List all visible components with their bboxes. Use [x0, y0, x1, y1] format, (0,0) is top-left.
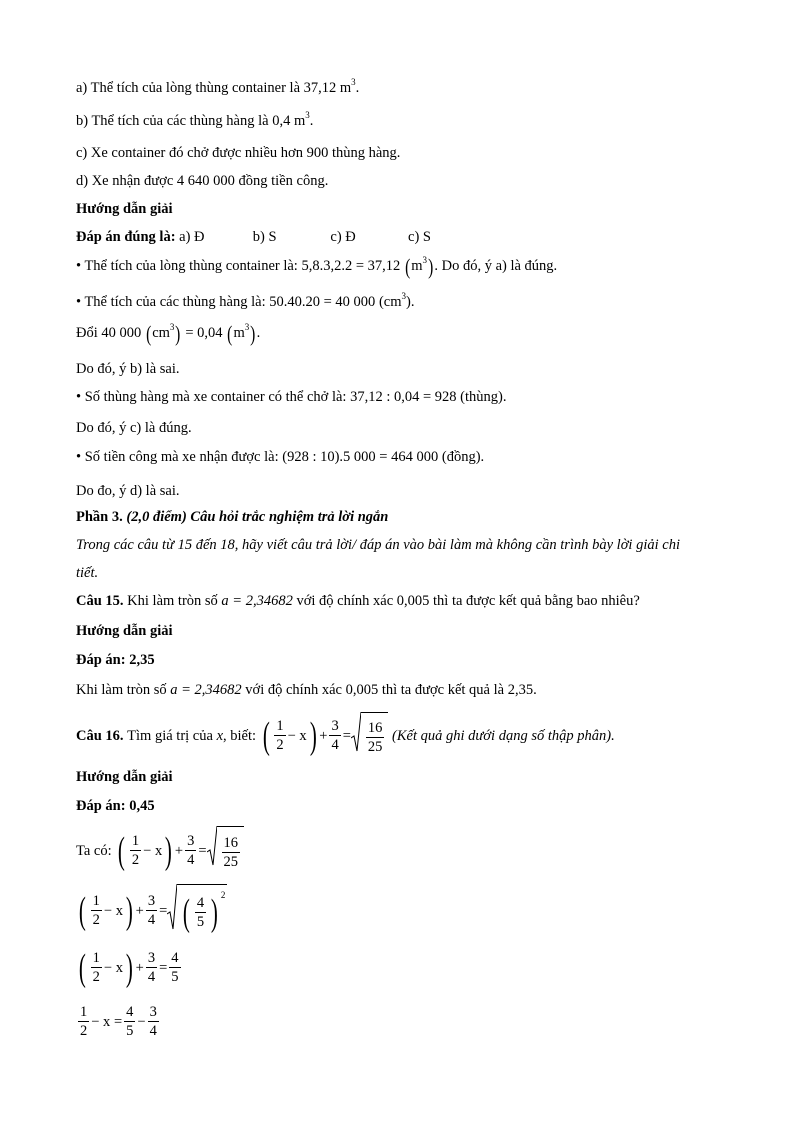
part3-instruction-2: tiết.	[76, 565, 99, 581]
part3-title-italic: (2,0 điểm) Câu hỏi trắc nghiệm trả lời ngắn	[126, 509, 389, 525]
sol1-line8: Do đo, ý d) là sai.	[76, 483, 180, 499]
sol1-line2: • Thể tích của các thùng hàng là: 50.40.20 = 40 000 $(cm^3)$.	[76, 291, 415, 310]
q15-expr: a = 2,34682	[221, 593, 293, 609]
sol1-line3: Đổi 40 000 $(cm^3) = 0,04$ $(m^3)$.	[76, 320, 261, 346]
statement-c-value: 900	[306, 145, 329, 161]
q16-label: Câu 16.	[76, 727, 124, 744]
q16-heading: Hướng dẫn giải	[76, 769, 173, 785]
sol1-line7	[76, 447, 484, 467]
statement-b-value: 0,4 $m^3$	[272, 110, 310, 129]
q16-step2: ( $\frac{1}{2}$ − x) + $\frac{3}{4}$ = ( $\frac{4}{5}$ ) $^2$	[76, 884, 227, 937]
sol1-line5-tail: (thùng).	[460, 389, 507, 405]
q15-precision: 0,005	[396, 593, 430, 609]
statement-d-text: d) Xe nhận được	[76, 173, 174, 189]
answer-row	[76, 227, 431, 247]
answer-a: a) Đ	[179, 229, 205, 245]
answer-label: Đáp án đúng là:	[76, 229, 176, 245]
sol1-line2-expr: 50.40.20 = 40 000	[269, 294, 376, 310]
sol1-line7-text: • Số tiền công mà xe nhận được là:	[76, 449, 279, 465]
sol1-line5-expr: 37,12 : 0,04 = 928	[350, 389, 457, 405]
statement-a-value: 37,12 $m^3$	[303, 77, 356, 96]
q16-step4: $\frac{1}{2}$ − x = $\frac{4}{5}$ − $\frac{3}{4}$	[80, 1003, 157, 1040]
sol1-line6: Do đó, ý c) là đúng.	[76, 420, 192, 436]
statement-a: a) Thể tích của lòng thùng container là 37,12 $m^3$.	[76, 77, 360, 96]
statement-c-text: c) Xe container đó chở được nhiều hơn	[76, 145, 303, 161]
answer-d: c) S	[408, 229, 431, 245]
sol1-line2-text: • Thể tích của các thùng hàng là:	[76, 294, 266, 310]
sol1-line4: Do đó, ý b) là sai.	[76, 361, 180, 377]
sol1-line1-expr: 5,8.3,2.2 = 37,12	[301, 258, 401, 274]
statement-b-text: b) Thể tích của các thùng hàng là	[76, 113, 269, 129]
q15-answer-value: 2,35	[129, 652, 155, 668]
sol1-line5	[76, 387, 506, 407]
answer-b: b) S	[252, 229, 277, 245]
statement-d-value: 4 640 000	[176, 173, 235, 189]
q15-solution: Khi làm tròn số a = 2,34682 với độ chính xác 0,005 thì ta được kết quả là 2,35.	[76, 682, 537, 698]
q16-step3: ( $\frac{1}{2}$ − x) + $\frac{3}{4}$ = $\frac{4}{5}$	[78, 946, 179, 989]
sol1-line3-value: 40 000	[101, 325, 142, 341]
q16-note: (Kết quả ghi dưới dạng số thập phân).	[392, 727, 615, 744]
statement-a-text: a) Thể tích của lòng thùng container là	[76, 80, 300, 96]
sol1-line1-tail: . Do đó, ý a) là đúng.	[434, 258, 558, 274]
answer-c: c) Đ	[330, 229, 356, 245]
statement-d	[76, 171, 328, 191]
q16-step1: Ta có: ( $\frac{1}{2}$ − x) + $\frac{3}{4}$ = $\frac{16}{25}$	[76, 826, 244, 875]
part3-title	[76, 507, 388, 527]
q15-question: Câu 15. Khi làm tròn số a = 2,34682 với độ chính xác 0,005 thì ta được kết quả bằng bao nhiêu?	[76, 593, 640, 609]
q16-question: Câu 16. Tìm giá trị của x, biết: ( $\frac{1}{2}$ − x) + $\frac{3}{4}$ = $\frac{16}{25}$ (Kết quả ghi dưới dạng số thập phân).	[76, 712, 615, 759]
q16-answer-value: 0,45	[129, 798, 155, 814]
q16-sqrt: $\frac{16}{25}$	[351, 712, 389, 759]
part3-instruction-1: Trong các câu từ 15 đến 18, hãy viết câu trả lời/ đáp án vào bài làm mà không cần trình bày lời giải chi	[76, 537, 680, 553]
q15-label: Câu 15.	[76, 593, 124, 609]
sol1-line5-text: • Số thùng hàng mà xe container có thể chở là:	[76, 389, 347, 405]
sol1-line1: • Thể tích của lòng thùng container là: 5,8.3,2.2 = 37,12 $(m^3)$. Do đó, ý a) là đúng.	[76, 253, 558, 279]
sol1-line7-tail: (đồng).	[441, 449, 485, 465]
statement-d-tail: đồng tiền công.	[238, 173, 329, 189]
sol1-line1-text: • Thể tích của lòng thùng container là:	[76, 258, 298, 274]
statement-c	[76, 143, 400, 163]
statement-b: b) Thể tích của các thùng hàng là 0,4 $m^3$.	[76, 110, 314, 129]
sol1-line3-text: Đổi	[76, 325, 98, 341]
statement-c-tail: thùng hàng.	[331, 145, 401, 161]
q15-heading: Hướng dẫn giải	[76, 623, 173, 639]
solution-heading: Hướng dẫn giải	[76, 201, 173, 217]
q15-answer: Đáp án: 2,35	[76, 652, 155, 668]
part3-title-bold: Phần 3.	[76, 509, 123, 525]
sol1-line7-expr: (928 : 10).5 000 = 464 000	[282, 449, 439, 465]
q16-answer: Đáp án: 0,45	[76, 798, 155, 814]
